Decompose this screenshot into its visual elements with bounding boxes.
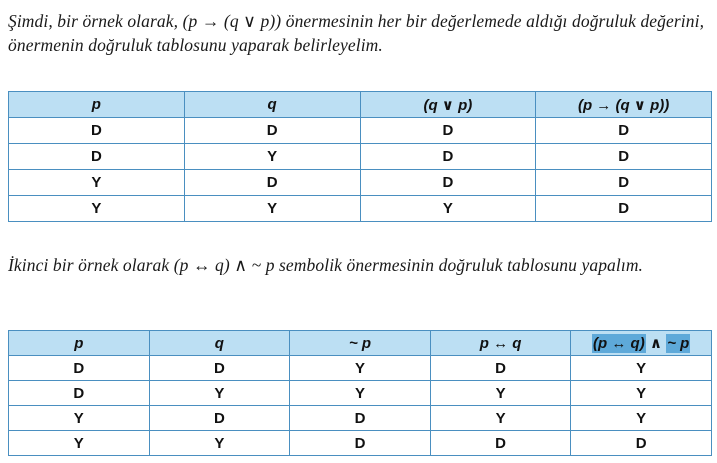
table-row xyxy=(9,196,712,222)
highlight-mark: ~ p xyxy=(667,335,690,352)
table-cell: Y xyxy=(290,356,431,381)
table-cell: D xyxy=(149,406,290,431)
table-header-row xyxy=(9,92,712,118)
table-cell: Y xyxy=(9,170,185,196)
table-cell: Y xyxy=(9,406,150,431)
header-cell: p ↔ q xyxy=(430,331,571,356)
table-row xyxy=(9,144,712,170)
table-header-row xyxy=(9,331,712,356)
table-cell: D xyxy=(184,118,360,144)
header-cell: q xyxy=(149,331,290,356)
table-row xyxy=(9,170,712,196)
table-row xyxy=(9,431,712,456)
table-cell: D xyxy=(9,118,185,144)
table-cell: D xyxy=(430,431,571,456)
header-cell: (p → (q ∨ p)) xyxy=(536,92,712,118)
truth-table-2 xyxy=(8,330,712,456)
table-cell: Y xyxy=(571,381,712,406)
table-cell: D xyxy=(536,196,712,222)
table-cell: Y xyxy=(9,196,185,222)
header-cell: ~ p xyxy=(290,331,431,356)
table-cell: D xyxy=(290,406,431,431)
table-row xyxy=(9,381,712,406)
header-cell: p xyxy=(9,331,150,356)
table-cell: Y xyxy=(9,431,150,456)
table-cell: D xyxy=(430,356,571,381)
table-cell: D xyxy=(360,118,536,144)
table-cell: Y xyxy=(184,144,360,170)
table-cell: D xyxy=(184,170,360,196)
table-cell: D xyxy=(360,144,536,170)
intro-paragraph-2: İkinci bir örnek olarak (p ↔ q) ∧ ~ p sembolik önermesinin doğruluk tablosunu yapalım. xyxy=(8,255,644,275)
header-cell: p xyxy=(9,92,185,118)
table-cell: D xyxy=(9,144,185,170)
table-cell: D xyxy=(290,431,431,456)
header-connective: ∧ xyxy=(645,335,667,352)
table-row xyxy=(9,406,712,431)
table-cell: D xyxy=(536,144,712,170)
highlight-mark: (p ↔ q) xyxy=(593,335,645,352)
table-cell: Y xyxy=(149,431,290,456)
table-cell: D xyxy=(571,431,712,456)
table-cell: D xyxy=(360,170,536,196)
table-cell: D xyxy=(149,356,290,381)
table-cell: D xyxy=(536,118,712,144)
table-cell: Y xyxy=(571,356,712,381)
table-cell: Y xyxy=(184,196,360,222)
header-cell: (q ∨ p) xyxy=(360,92,536,118)
table-cell: Y xyxy=(430,381,571,406)
truth-table-1 xyxy=(8,91,712,222)
header-cell: q xyxy=(184,92,360,118)
table-cell: Y xyxy=(360,196,536,222)
intro-paragraph-1: Şimdi, bir örnek olarak, (p → (q ∨ p)) önermesinin her bir değerlemede aldığı doğruluk değerini, önermenin doğruluk tablosunu yaparak belirleyelim. xyxy=(8,11,705,55)
table-row xyxy=(9,356,712,381)
table-cell: D xyxy=(536,170,712,196)
table-cell: Y xyxy=(149,381,290,406)
table-cell: Y xyxy=(430,406,571,431)
table-cell: D xyxy=(9,356,150,381)
table-cell: D xyxy=(9,381,150,406)
table-row xyxy=(9,118,712,144)
table-cell: Y xyxy=(571,406,712,431)
table-cell: Y xyxy=(290,381,431,406)
header-cell-compound xyxy=(571,331,712,356)
